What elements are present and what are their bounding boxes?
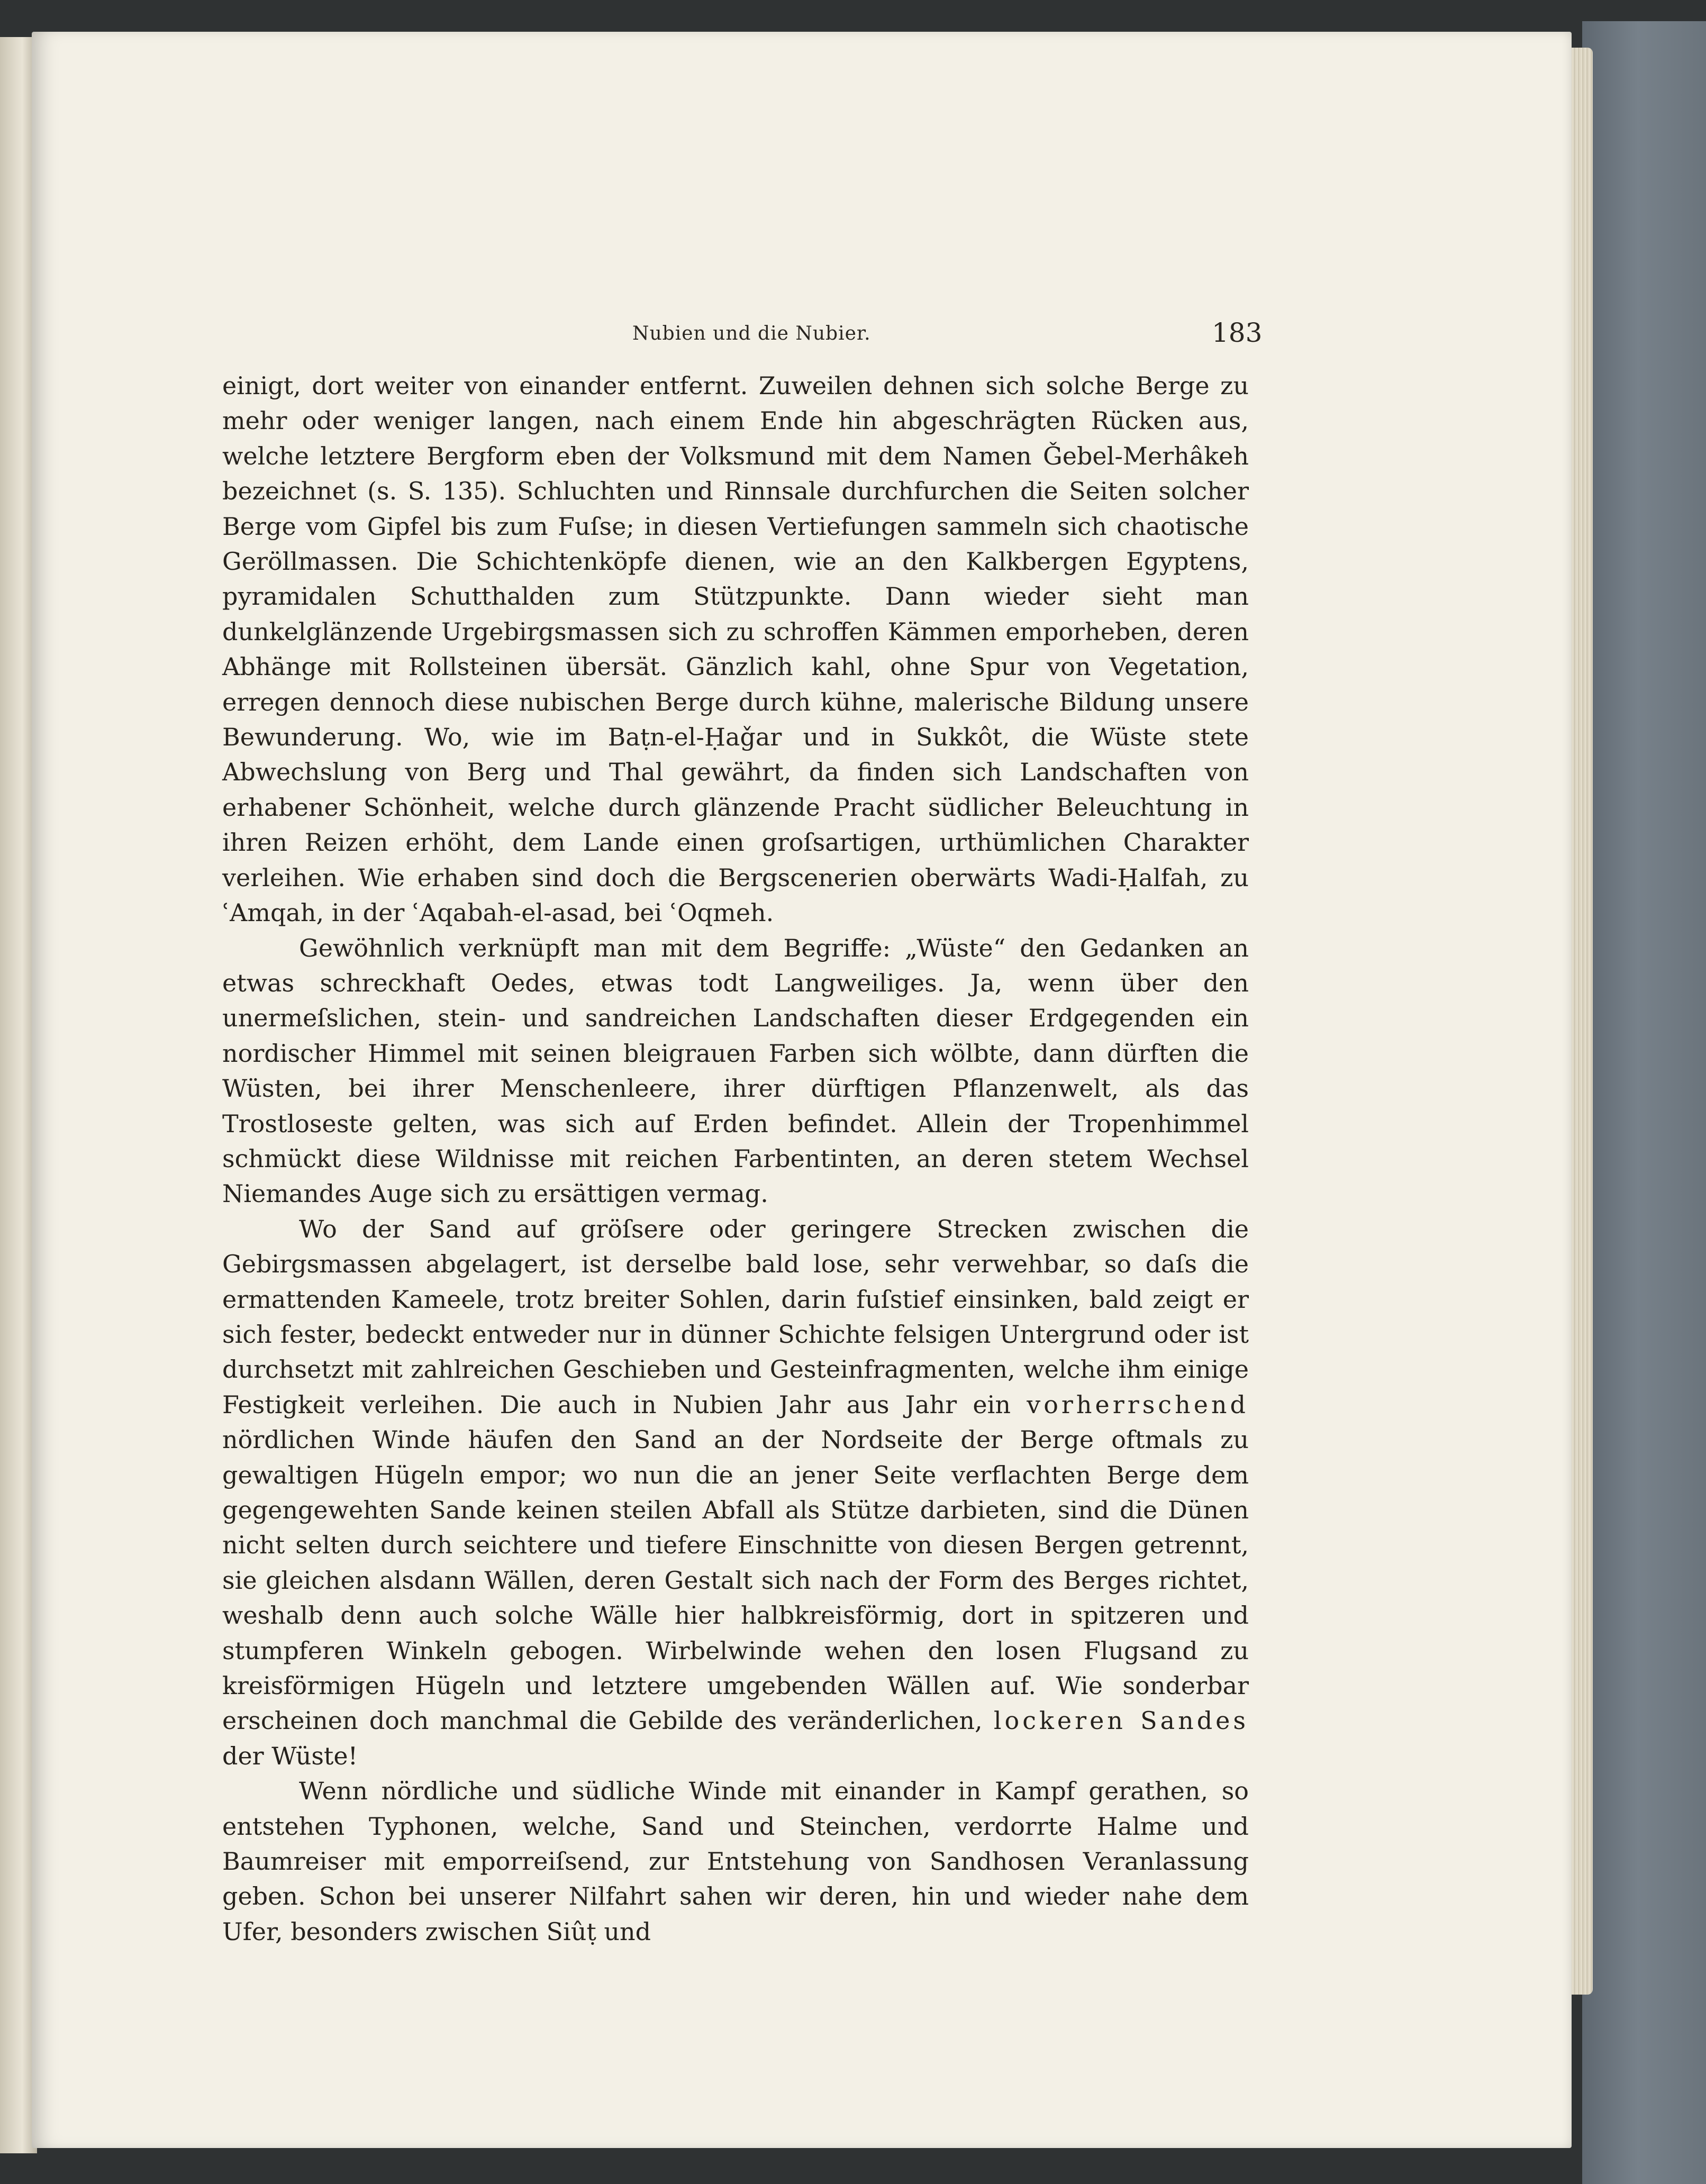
book-cover bbox=[1582, 21, 1706, 2184]
paragraph-3-text-c: der Wüste! bbox=[222, 1741, 358, 1770]
spaced-emphasis-2: lockeren Sandes bbox=[993, 1706, 1249, 1735]
page-number: 183 bbox=[1212, 317, 1263, 348]
paragraph-3 bbox=[222, 1212, 1249, 1774]
running-title: Nubien und die Nubier. bbox=[632, 323, 871, 344]
paragraph-2: Gewöhnlich verknüpft man mit dem Begriffe: „Wüste“ den Gedanken an etwas schreckhaft Oedes, etwas todt Langweiliges. Ja, wenn über den unermeſslichen, stein- und sandreichen Landschaften dieser Erdgegenden ein nordischer Himmel mit seinen bleigrauen Farben sich wölbte, dann dürften die Wüsten, bei ihrer Menschenleere, ihrer dürftigen Pflanzenwelt, als das Trostloseste gelten, was sich auf Erden befindet. Allein der Tropenhimmel schmückt diese Wildnisse mit reichen Farbentinten, an deren stetem Wechsel Niemandes Auge sich zu ersättigen vermag. bbox=[222, 933, 1249, 1208]
paragraph-3-text-b: nördlichen Winde häufen den Sand an der Nordseite der Berge oftmals zu gewaltigen Hügeln empor; wo nun die an jener Seite verflachten Berge dem gegengewehten Sande keinen steilen Abfall als Stütze darbieten, sind die Dünen nicht selten durch seichtere und tiefere Einschnitte von diesen Bergen getrennt, sie gleichen alsdann Wällen, deren Gestalt sich nach der Form des Berges richtet, weshalb denn auch solche Wälle hier halbkreisförmig, dort in spitzeren und stumpferen Winkeln gebogen. Wirbelwinde wehen den losen Flugsand zu kreisförmigen Hügeln und letztere umgebenden Wällen auf. Wie sonderbar erscheinen doch manchmal die Gebilde des veränderlichen, bbox=[222, 1425, 1249, 1735]
spaced-emphasis-1: vorherrschend bbox=[1027, 1390, 1249, 1419]
paragraph-3-text-a: Wo der Sand auf gröſsere oder geringere Strecken zwischen die Gebirgsmassen abgelagert, ist derselbe bald lose, sehr verwehbar, so daſs die ermattenden Kameele, trotz breiter Sohlen, darin fuſstief einsinken, bald zeigt er sich fester, bedeckt entweder nur in dünner Schichte felsigen Untergrund oder ist durchsetzt mit zahlreichen Geschieben und Gesteinfragmenten, welche ihm einige Festigkeit verleihen. Die auch in Nubien Jahr aus Jahr ein bbox=[222, 1214, 1249, 1419]
paragraph-4: Wenn nördliche und südliche Winde mit einander in Kampf gerathen, so entstehen Typhonen, welche, Sand und Steinchen, verdorrte Halme und Baumreiser mit emporreiſsend, zur Entstehung von Sandhosen Veranlassung geben. Schon bei unserer Nilfahrt sahen wir deren, hin und wieder nahe dem Ufer, besonders zwischen Siûṭ und bbox=[222, 1777, 1249, 1946]
paragraph-1: einigt, dort weiter von einander entfernt. Zuweilen dehnen sich solche Berge zu mehr oder weniger langen, nach einem Ende hin abgeschrägten Rücken aus, welche letztere Bergform eben der Volksmund mit dem Namen Ǧebel-Merhâkeh bezeichnet (s. S. 135). Schluchten und Rinnsale durchfurchen die Seiten solcher Berge vom Gipfel bis zum Fuſse; in diesen Vertiefungen sammeln sich chaotische Geröllmassen. Die Schichtenköpfe dienen, wie an den Kalkbergen Egyptens, pyramidalen Schutthalden zum Stützpunkte. Dann wieder sieht man dunkelglänzende Urgebirgsmassen sich zu schroffen Kämmen emporheben, deren Abhänge mit Rollsteinen übersät. Gänzlich kahl, ohne Spur von Vegetation, erregen dennoch diese nubischen Berge durch kühne, malerische Bildung unsere Bewunderung. Wo, wie im Baṭn-el-Ḥaǧar und in Sukkôt, die Wüste stete Abwechslung von Berg und Thal gewährt, da finden sich Landschaften von erhabener Schönheit, welche durch glänzende Pracht südlicher Beleuchtung in ihren Reizen erhöht, dem Lande einen groſsartigen, urthümlichen Charakter verleihen. Wie erhaben sind doch die Bergscenerien oberwärts Wadi-Ḥalfah, zu ʿAmqah, in der ʿAqabah-el-asad, bei ʿOqmeh. bbox=[222, 371, 1249, 927]
body-text bbox=[222, 368, 1249, 1949]
